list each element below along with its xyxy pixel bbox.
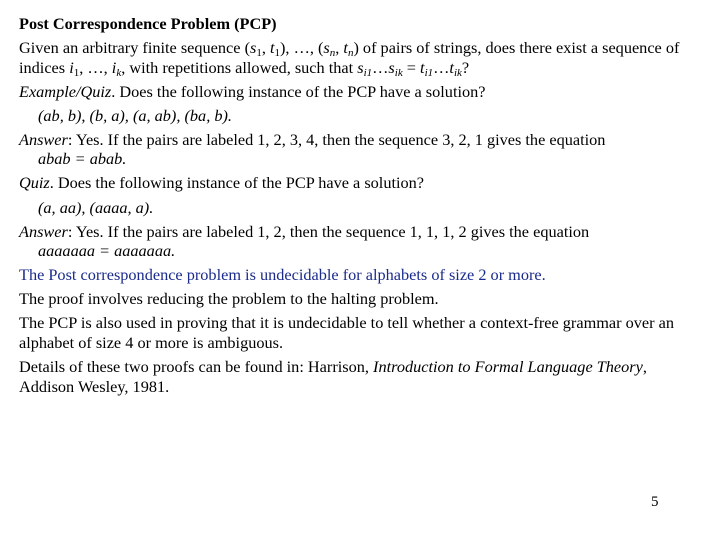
page-number: 5 bbox=[651, 494, 659, 510]
reference-details: Details of these two proofs can be found in: Harrison, Introduction to Formal Language Theory, Addison Wesley, 1981. bbox=[19, 357, 647, 396]
slide-content bbox=[19, 14, 703, 401]
book-title: Introduction to Formal Language Theory bbox=[373, 357, 643, 377]
ambiguity-note: The PCP is also used in proving that it is undecidable to tell whether a context-free grammar over an alphabet of size 4 or more is ambiguous. bbox=[19, 313, 674, 352]
proof-note: The proof involves reducing the problem to the halting problem. bbox=[19, 289, 439, 309]
example2-answer: Answer: Yes. If the pairs are labeled 1, 2, then the sequence 1, 1, 1, 2 gives the equation aaaaaaa = aaaaaaa. bbox=[19, 221, 590, 261]
example1-pairs: (ab, b), (b, a), (a, ab), (ba, b). bbox=[38, 105, 232, 125]
slide-title: Post Correspondence Problem (PCP) bbox=[19, 14, 277, 33]
example2-equation: aaaaaaa = aaaaaaa. bbox=[38, 241, 176, 261]
example1-equation: abab = abab. bbox=[38, 149, 127, 169]
example1-question: Example/Quiz. Does the following instance of the PCP have a solution? bbox=[19, 81, 486, 101]
example2-pairs: (a, aa), (aaaa, a). bbox=[38, 197, 154, 217]
problem-definition: Given an arbitrary finite sequence ($s_1$, $t_1$), …, ($s_n$, $t_n$) of pairs of strings, does there exist a sequence of indices $i_1$, …, $i_k$, with repetitions allowed, such that $s_{i1}\dots s_{ik}$ = $t_{i1}\dots t_{ik}$? bbox=[19, 38, 680, 79]
example2-question: Quiz. Does the following instance of the PCP have a solution? bbox=[19, 173, 425, 193]
definition-equation: $s_{i1}\dots s_{ik}$ = $t_{i1}\dots t_{ik}$ bbox=[357, 57, 462, 79]
example1-answer: Answer: Yes. If the pairs are labeled 1, 2, 3, 4, then the sequence 3, 2, 1 gives the equation abab = abab. bbox=[19, 129, 606, 169]
undecidability-statement: The Post correspondence problem is undecidable for alphabets of size 2 or more. bbox=[19, 265, 546, 285]
